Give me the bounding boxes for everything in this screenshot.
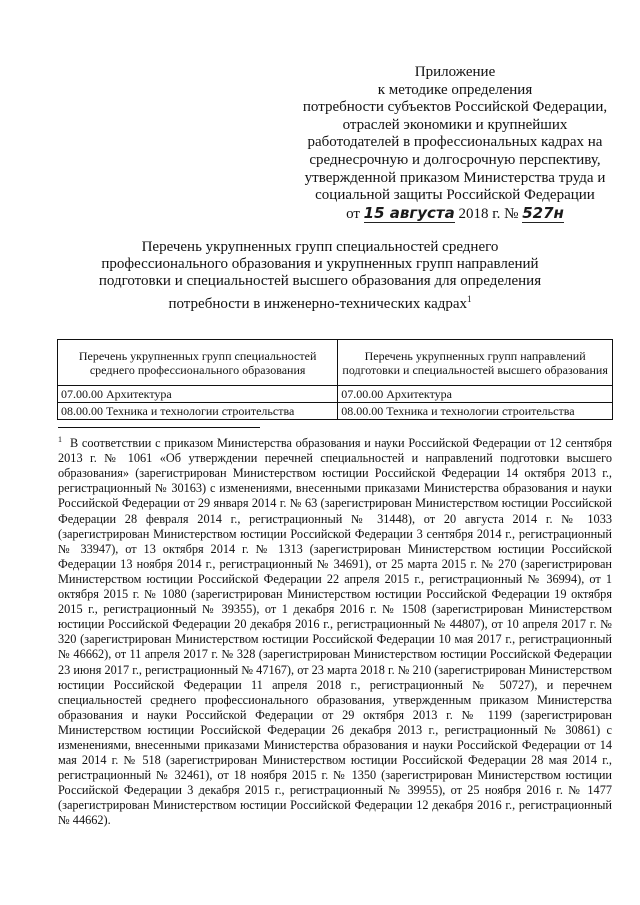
column-header-secondary: Перечень укрупненных групп специальностей среднего профессионального образования (58, 340, 338, 386)
footnote-mark: 1 (58, 435, 62, 444)
handwritten-order-number: 527н (522, 203, 564, 222)
appendix-line: среднесрочную и долгосрочную перспективу, (309, 151, 601, 168)
footnote-reference: 1 (467, 293, 472, 304)
title-line: Перечень укрупненных групп специальностей среднего (141, 239, 499, 255)
appendix-line: утвержденной приказом Министерства труда и (304, 169, 606, 186)
table-cell: 07.00.00 Архитектура (58, 386, 338, 403)
table-row (58, 403, 613, 420)
document-title (40, 239, 600, 313)
table-row (58, 386, 613, 403)
date-prefix: от (346, 205, 360, 222)
appendix-line: отраслей экономики и крупнейших (342, 116, 568, 133)
column-header-higher: Перечень укрупненных групп направлений подготовки и специальностей высшего образования (338, 340, 613, 386)
appendix-header (290, 64, 620, 223)
title-line: профессионального образования и укрупненных групп направлений (101, 256, 539, 273)
table-cell: 08.00.00 Техника и технологии строительства (58, 403, 338, 420)
table-cell: 08.00.00 Техника и технологии строительства (338, 403, 613, 420)
appendix-line: Приложение (414, 64, 496, 80)
order-date-line (290, 205, 620, 224)
title-line-last (40, 291, 600, 313)
appendix-line: социальной защиты Российской Федерации (315, 187, 595, 204)
specialties-table (57, 339, 613, 420)
appendix-line: работодателей в профессиональных кадрах на (307, 134, 603, 151)
appendix-line: потребности субъектов Российской Федерации, (302, 99, 608, 116)
footnote-separator (58, 427, 260, 428)
footnote-text: В соответствии с приказом Министерства образования и науки Российской Федерации от 12 сентября 2013 г. № 1061 «Об утверждении перечней специальностей и направлений подготовки высшего образования» (зарегистрирован Министерством юстиции Российской Федерации 14 октября 2013 г., регистрационный № 30163) с изменениями, внесенными приказами Министерства образования и науки Российской Федерации от 29 января 2014 г. № 63 (зарегистрирован Министерством юстиции Российской Федерации 28 февраля 2014 г., регистрационный № 31448), от 20 августа 2014 г. № 1033 (зарегистрирован Министерством юстиции Российской Федерации 3 сентября 2014 г., регистрационный № 33947), от 13 октября 2014 г. № 1313 (зарегистрирован Министерством юстиции Российской Федерации 13 ноября 2014 г., регистрационный № 34691), от 25 марта 2015 г. № 270 (зарегистрирован Министерством юстиции Российской Федерации 22 апреля 2015 г., регистрационный № 36994), от 1 октября 2015 г. № 1080 (зарегистрирован Министерством юстиции Российской Федерации 19 октября 2015 г., регистрационный № 39355), от 1 декабря 2016 г. № 1508 (зарегистрирован Министерством юстиции Российской Федерации 20 декабря 2016 г., регистрационный № 44807), от 10 апреля 2017 г. № 320 (зарегистрирован Министерством юстиции Российской Федерации 10 мая 2017 г., регистрационный № 46662), от 11 апреля 2017 г. № 328 (зарегистрирован Министерством юстиции Российской Федерации 23 июня 2017 г., регистрационный № 47167), от 23 марта 2018 г. № 210 (зарегистрирован Министерством юстиции Российской Федерации 11 апреля 2018 г., регистрационный № 50727), и перечнем специальностей среднего профессионального образования, утвержденным приказом Министерства образования и науки Российской Федерации от 29 октября 2013 г. № 1199 (зарегистрирован Министерством юстиции Российской Федерации 26 декабря 2013 г., регистрационный № 30861) с изменениями, внесенными приказами Министерства образования и науки Российской Федерации от 14 мая 2014 г. № 518 (зарегистрирован Министерством юстиции Российской Федерации 28 мая 2014 г., регистрационный № 32461), от 18 ноября 2015 г. № 1350 (зарегистрирован Министерством юстиции Российской Федерации 3 декабря 2015 г., регистрационный № 39955), от 25 ноября 2016 г. № 1477 (зарегистрирован Министерством юстиции Российской Федерации 12 декабря 2016 г., регистрационный № 44662). (58, 436, 612, 828)
date-suffix: 2018 г. № (458, 205, 519, 222)
title-line: потребности в инженерно-технических кадрах (168, 295, 468, 312)
appendix-line: к методике определения (377, 81, 533, 98)
table-cell: 07.00.00 Архитектура (338, 386, 613, 403)
handwritten-date: 15 августа (363, 203, 455, 222)
table-header-row (58, 340, 613, 386)
title-line: подготовки и специальностей высшего образования для определения (98, 273, 542, 290)
footnote (58, 432, 612, 829)
